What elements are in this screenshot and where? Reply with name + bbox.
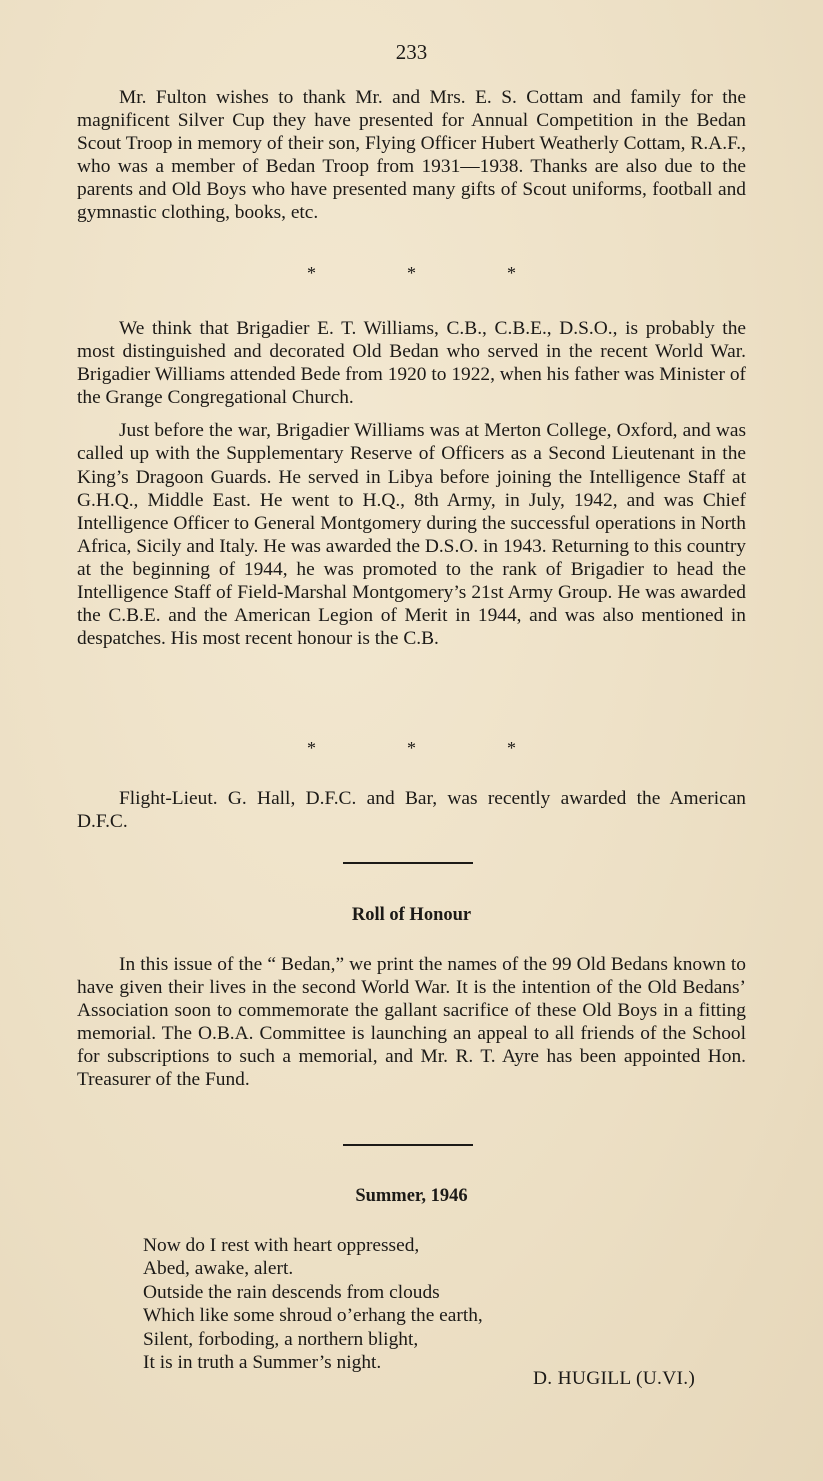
poem-line: Silent, forboding, a northern blight, bbox=[143, 1328, 419, 1350]
star-separator bbox=[0, 738, 823, 759]
scout-cup-paragraph: Mr. Fulton wishes to thank Mr. and Mrs. E. S. Cottam and family for the magnificent Silver Cup they have presented for Annual Competition in the Bedan Scout Troop in memory of their son, Flying Officer Hubert Weatherly Cottam, R.A.F., who was a member of Bedan Troop from 1931—1938. Thanks are also due to the parents and Old Boys who have presented many gifts of Scout uniforms, football and gymnastic clothing, books, etc. bbox=[77, 87, 746, 224]
poem-line: Which like some shroud o’erhang the earth, bbox=[143, 1305, 483, 1327]
roll-of-honour-section bbox=[77, 953, 746, 1092]
poem-line: It is in truth a Summer’s night. bbox=[143, 1352, 382, 1374]
roll-of-honour-paragraph: In this issue of the “ Bedan,” we print the names of the 99 Old Bedans known to have given their lives in the second World War. It is the intention of the Old Bedans’ Association soon to commemorate the gallant sacrifice of these Old Boys in a fitting memorial. The O.B.A. Committee is launching an appeal to all friends of the School for subscriptions to such a memorial, and Mr. R. T. Ayre has been appointed Hon. Treasurer of the Fund. bbox=[77, 954, 746, 1091]
poem-line: Outside the rain descends from clouds bbox=[143, 1281, 440, 1303]
scout-cup-section bbox=[77, 86, 746, 225]
poem-body bbox=[143, 1234, 483, 1374]
williams-career-paragraph: Just before the war, Brigadier Williams was at Merton College, Oxford, and was called up with the Supplementary Reserve of Officers as a Second Lieutenant in the King’s Dragoon Guards. He served in Libya before joining the Intelligence Staff at G.H.Q., Middle East. He went to H.Q., 8th Army, in July, 1942, and was Chief Intelligence Officer to General Montgomery during the successful operations in North Africa, Sicily and Italy. He was awarded the D.S.O. in 1943. Returning to this country at the beginning of 1944, he was promoted to the rank of Brigadier to head the Intelligence Staff of Field-Marshal Montgomery’s 21st Army Group. He was awarded the C.B.E. and the American Legion of Merit in 1944, and was also mentioned in despatches. His most recent honour is the C.B. bbox=[77, 420, 746, 650]
hall-section bbox=[77, 787, 746, 833]
poem-line: Abed, awake, alert. bbox=[143, 1258, 294, 1280]
asterisk: * bbox=[307, 263, 316, 283]
divider-rule bbox=[343, 1144, 473, 1146]
poem-heading: Summer, 1946 bbox=[355, 1186, 468, 1206]
hall-paragraph: Flight-Lieut. G. Hall, D.F.C. and Bar, was recently awarded the American D.F.C. bbox=[77, 788, 746, 833]
asterisk: * bbox=[407, 263, 416, 283]
star: * bbox=[307, 738, 316, 758]
star: * bbox=[407, 738, 416, 758]
divider-rule bbox=[343, 862, 473, 864]
asterisk: * bbox=[507, 263, 516, 283]
brigadier-williams-section bbox=[77, 317, 746, 650]
asterisk-separator bbox=[0, 263, 823, 284]
star: * bbox=[507, 738, 516, 758]
roll-of-honour-heading: Roll of Honour bbox=[351, 905, 472, 925]
poem-author: D. HUGILL (U.VI.) bbox=[533, 1368, 696, 1389]
page-number: 233 bbox=[395, 40, 428, 64]
williams-intro-paragraph: We think that Brigadier E. T. Williams, C.B., C.B.E., D.S.O., is probably the most distinguished and decorated Old Bedan who served in the recent World War. Brigadier Williams attended Bede from 1920 to 1922, when his father was Minister of the Grange Congregational Church. bbox=[77, 318, 746, 409]
poem-line: Now do I rest with heart oppressed, bbox=[143, 1235, 420, 1256]
